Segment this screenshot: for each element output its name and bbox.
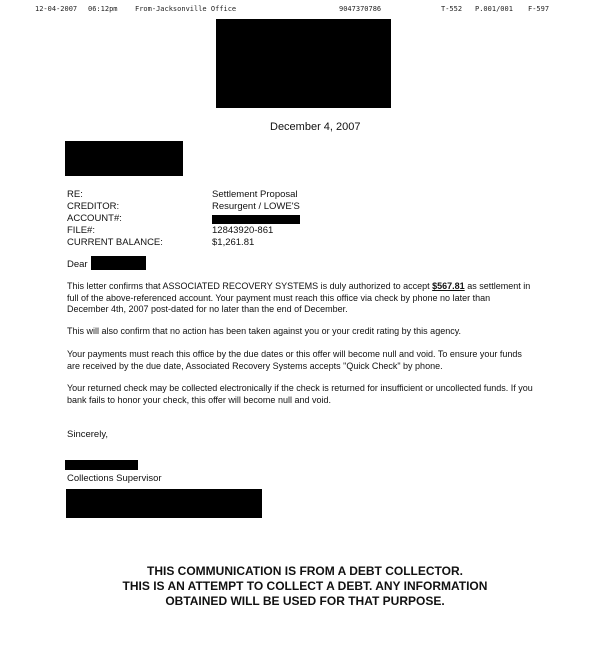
- label-balance: CURRENT BALANCE:: [67, 237, 163, 248]
- fax-f-code: F-597: [528, 5, 550, 13]
- redacted-account-number: [212, 215, 300, 224]
- salutation: [67, 259, 88, 270]
- value-file: 12843920-861: [212, 225, 274, 236]
- reference-labels: [67, 189, 163, 249]
- fax-number: 9047370786: [339, 5, 382, 13]
- value-creditor: Resurgent / LOWE'S: [212, 201, 300, 212]
- redacted-recipient-name: [91, 256, 146, 270]
- fax-from: From-Jacksonville Office: [135, 5, 237, 13]
- label-creditor: CREDITOR:: [67, 201, 120, 212]
- paragraph-4: Your returned check may be collected electronically if the check is returned for insufficient or uncollected funds. If you bank fails to honor your check, this offer will become null and void.: [67, 383, 533, 405]
- label-file: FILE#:: [67, 225, 95, 236]
- value-balance: $1,261.81: [212, 237, 255, 248]
- paragraph-3: Your payments must reach this office by the due dates or this offer will become null and void. To ensure your funds are received by the due date, Associated Recovery Systems accepts "Quick Check" by phone.: [67, 349, 522, 371]
- redacted-recipient: [65, 141, 183, 176]
- settlement-amount: $567.81: [432, 281, 465, 291]
- closing: Sincerely,: [67, 429, 109, 440]
- paragraph-2: This will also confirm that no action has been taken against you or your credit rating by this agency.: [67, 326, 462, 336]
- fax-t-code: T-552: [441, 5, 463, 13]
- footer-line-2: THIS IS AN ATTEMPT TO COLLECT A DEBT. ANY INFORMATION: [122, 579, 488, 593]
- redacted-signer-contact: [66, 489, 262, 518]
- fax-time: 06:12pm: [88, 5, 118, 13]
- redacted-letterhead: [216, 19, 391, 108]
- signer-title: Collections Supervisor: [67, 473, 162, 484]
- fax-date: 12-04-2007: [35, 5, 78, 13]
- p1-after: as settlement in full of the above-referenced account. Your payment must reach this office via check by phone no later than December 4th, 2007 post-dated for no later than the end of December.: [67, 281, 531, 315]
- value-account: [212, 213, 300, 225]
- footer-line-3: OBTAINED WILL BE USED FOR THAT PURPOSE.: [165, 594, 445, 608]
- footer-line-1: THIS COMMUNICATION IS FROM A DEBT COLLECTOR.: [147, 564, 463, 578]
- value-re: Settlement Proposal: [212, 189, 298, 200]
- paragraph-1: [67, 281, 533, 316]
- debt-collector-notice: [60, 564, 550, 609]
- fax-page: P.001/001: [475, 5, 513, 13]
- letter-date: December 4, 2007: [270, 121, 361, 133]
- label-account: ACCOUNT#:: [67, 213, 122, 224]
- p1-before: This letter confirms that ASSOCIATED RECOVERY SYSTEMS is duly authorized to accept: [67, 281, 433, 291]
- salutation-text: Dear: [67, 259, 88, 270]
- label-re: RE:: [67, 189, 83, 200]
- redacted-signer-name: [65, 460, 138, 470]
- reference-values: [212, 189, 300, 249]
